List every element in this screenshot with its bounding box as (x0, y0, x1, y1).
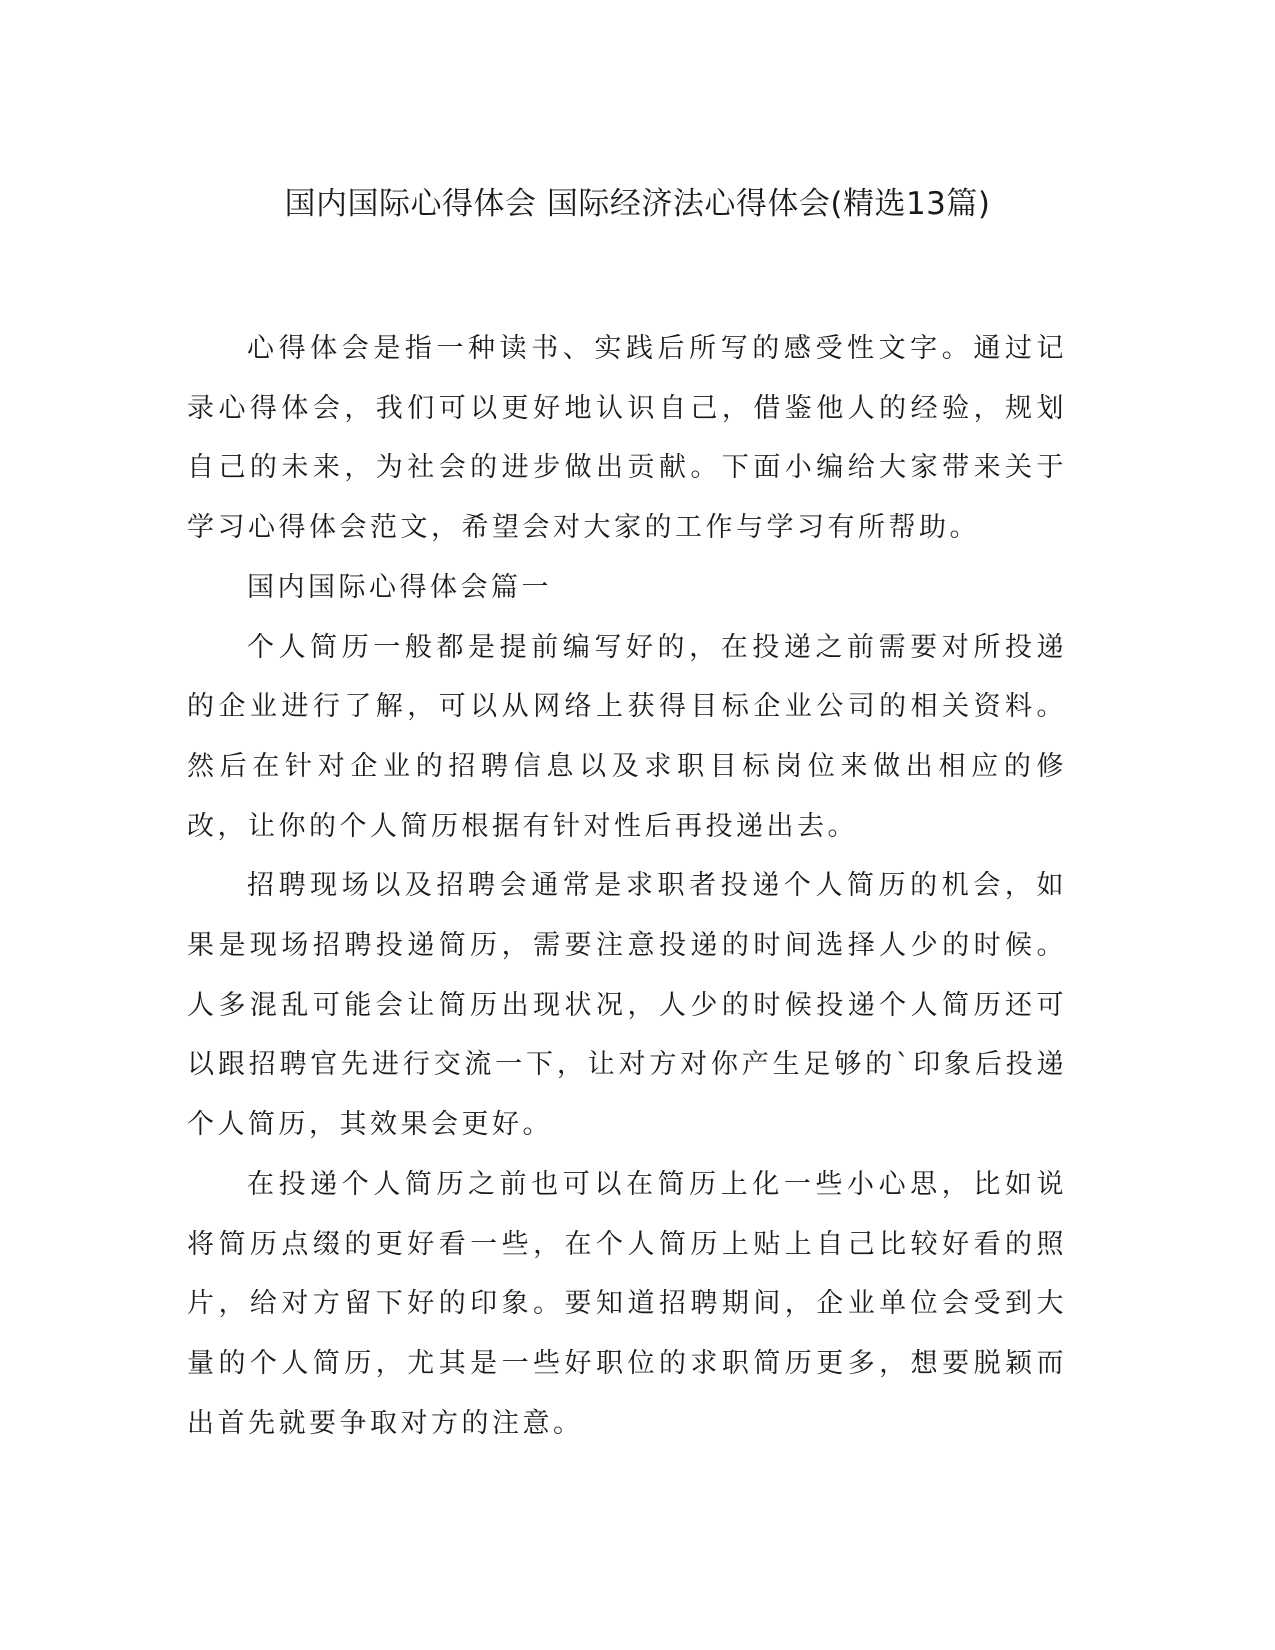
body-paragraph-2: 招聘现场以及招聘会通常是求职者投递个人简历的机会，如果是现场招聘投递简历，需要注意投递的时间选择人少的时候。人多混乱可能会让简历出现状况，人少的时候投递个人简历还可以跟招聘官先进行交流一下，让对方对你产生足够的`印象后投递个人简历，其效果会更好。 (187, 870, 1067, 1141)
body-paragraph-3: 在投递个人简历之前也可以在简历上化一些小心思，比如说将简历点缀的更好看一些，在个人简历上贴上自己比较好看的照片，给对方留下好的印象。要知道招聘期间，企业单位会受到大量的个人简历，尤其是一些好职位的求职简历更多，想要脱颖而出首先就要争取对方的注意。 (187, 1168, 1067, 1439)
document-body (187, 319, 1067, 1453)
intro-paragraph: 心得体会是指一种读书、实践后所写的感受性文字。通过记录心得体会，我们可以更好地认识自己，借鉴他人的经验，规划自己的未来，为社会的进步做出贡献。下面小编给大家带来关于学习心得体会范文，希望会对大家的工作与学习有所帮助。 (187, 333, 1067, 544)
section-heading: 国内国际心得体会篇一 (247, 571, 552, 603)
body-paragraph-1: 个人简历一般都是提前编写好的，在投递之前需要对所投递的企业进行了解，可以从网络上获得目标企业公司的相关资料。然后在针对企业的招聘信息以及求职目标岗位来做出相应的修改，让你的个人简历根据有针对性后再投递出去。 (187, 631, 1067, 842)
document-title: 国内国际心得体会 国际经济法心得体会(精选13篇) (284, 186, 991, 222)
